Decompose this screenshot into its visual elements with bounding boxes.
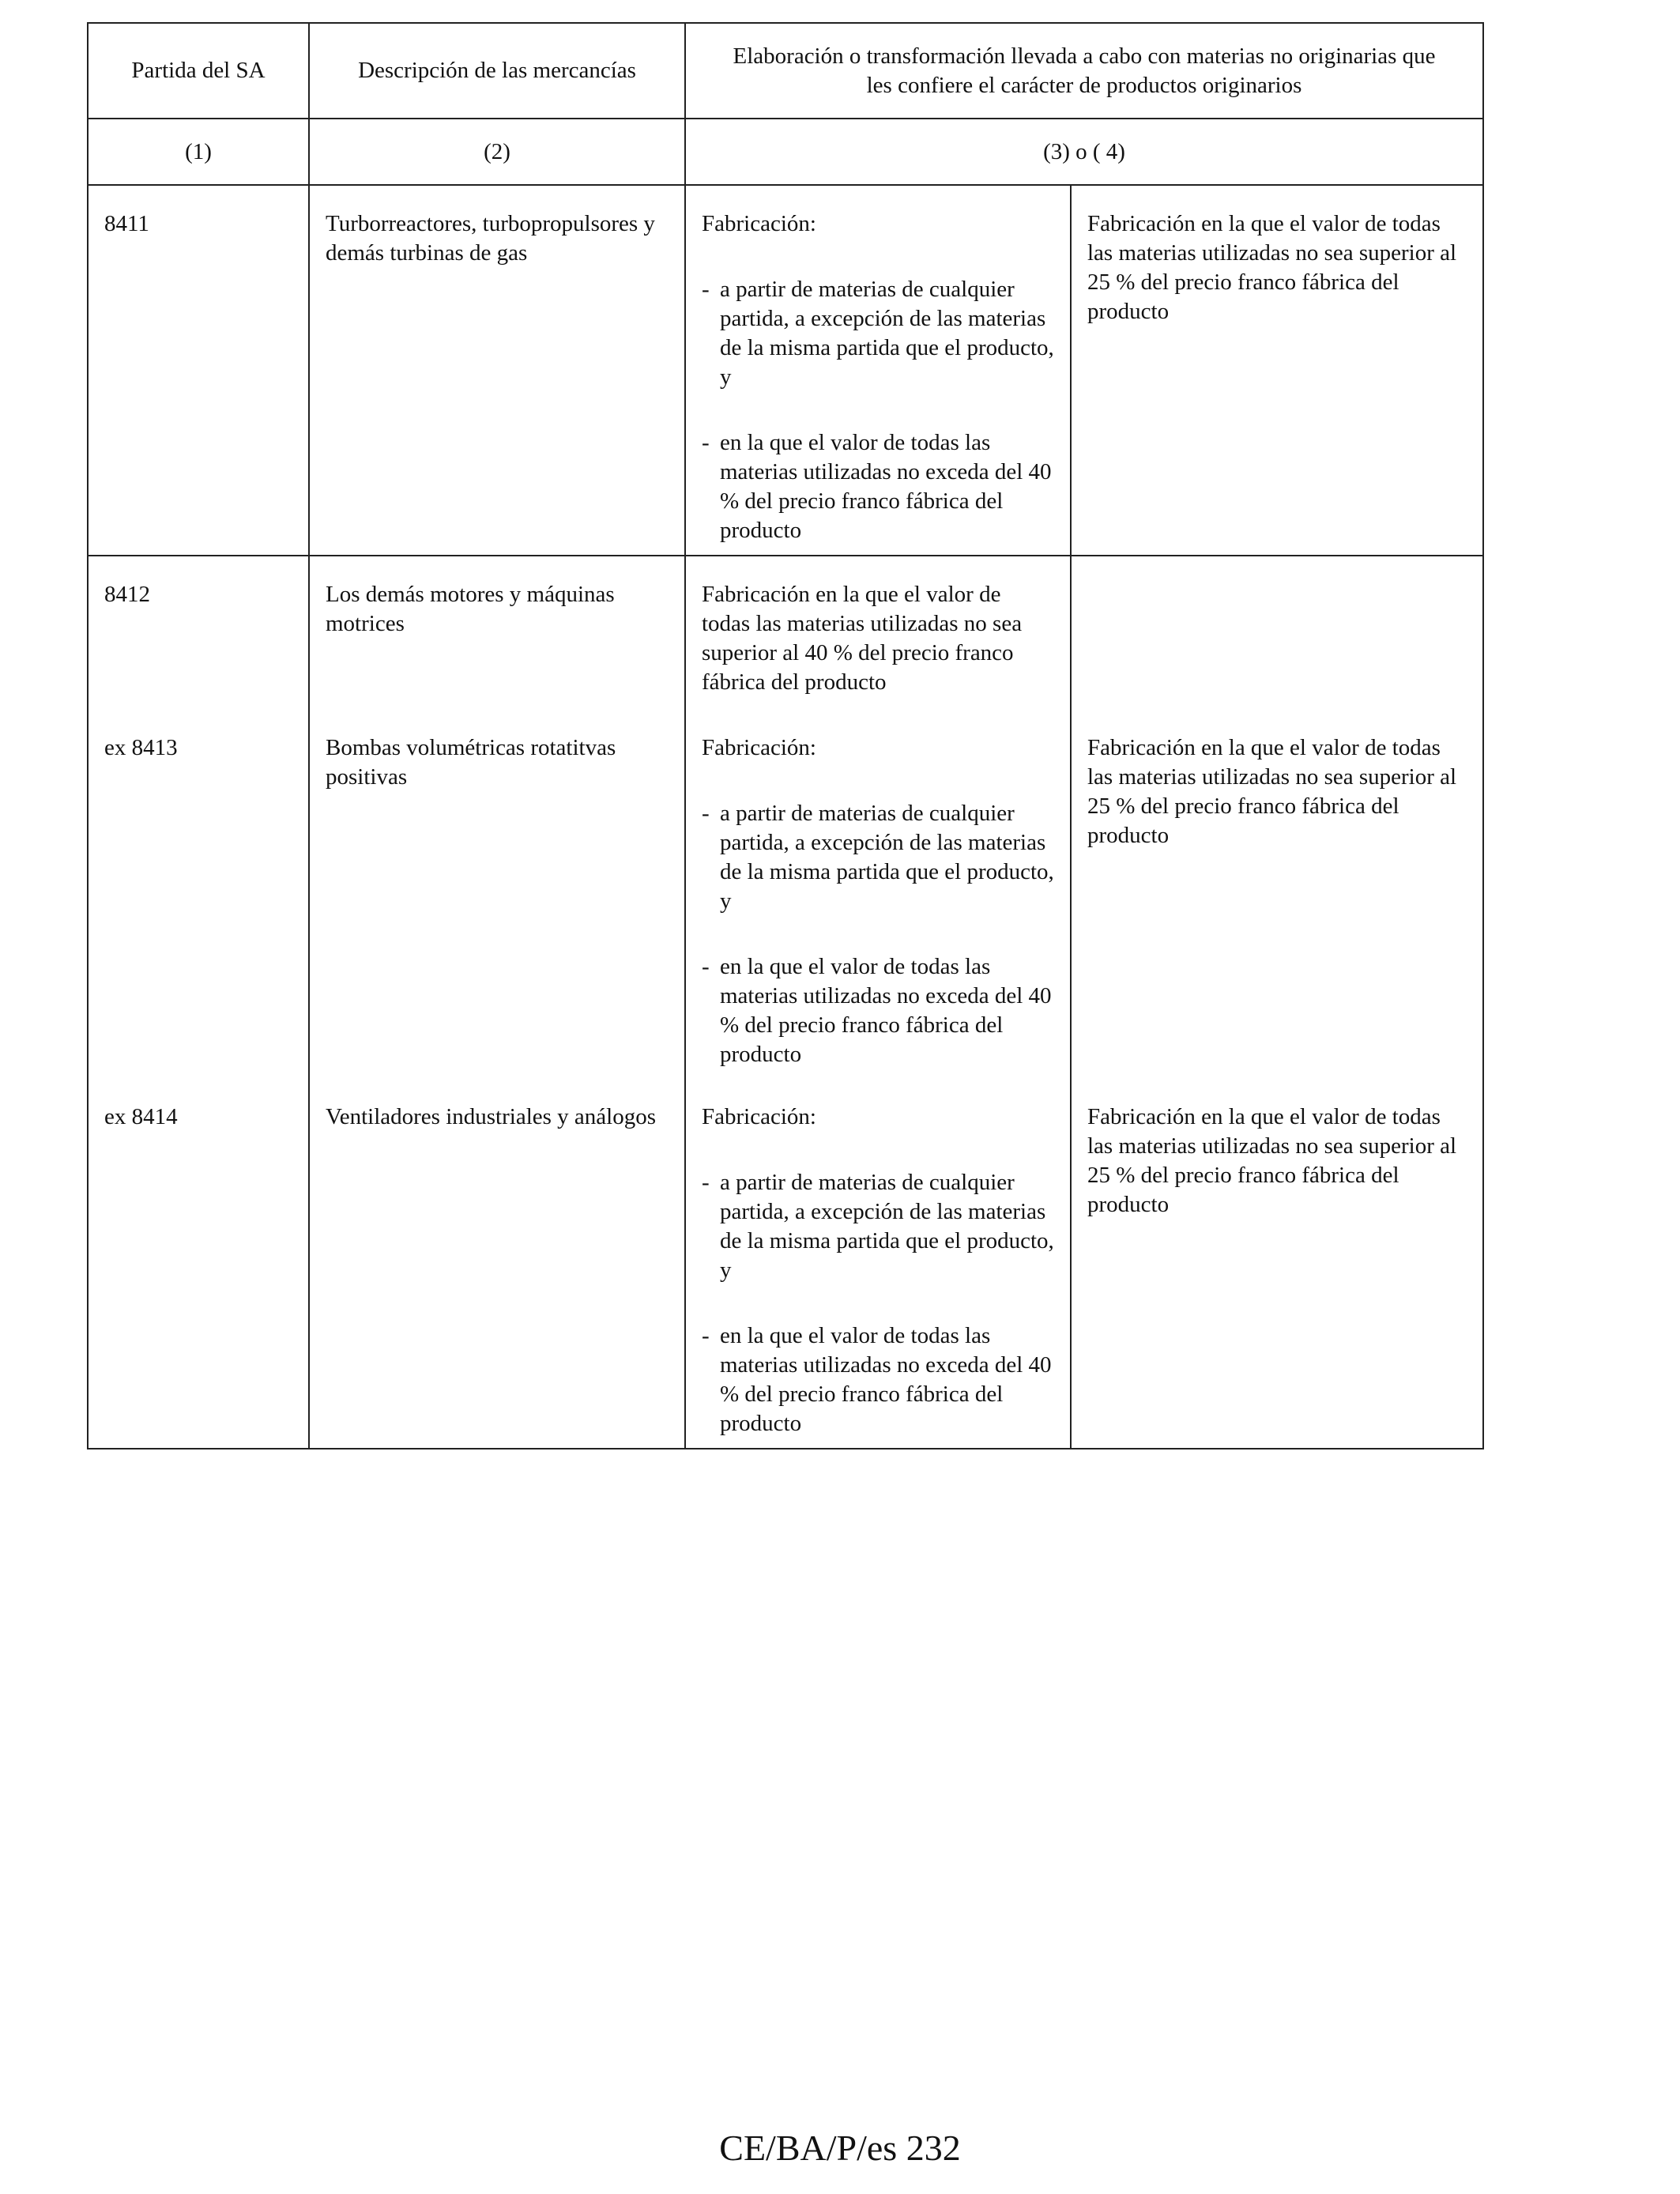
alternative-block	[1087, 733, 1467, 1066]
column-number-2: (2)	[309, 119, 685, 185]
header-partida: Partida del SA	[88, 23, 309, 119]
bullet-dash: -	[702, 1170, 710, 1195]
column-number-3-4: (3) o ( 4)	[685, 119, 1483, 185]
hs-code: ex 8414	[104, 1104, 178, 1129]
page-footer-reference: CE/BA/P/es 232	[719, 2128, 961, 2168]
alternative-rule-cell	[1071, 185, 1483, 556]
bullet-text: a partir de materias de cualquier partida, a excepción de las materias de la misma partida que el producto, y	[720, 801, 1054, 914]
hs-code-cell	[88, 556, 309, 1449]
description-block	[326, 1103, 669, 1132]
hs-code-block	[104, 1103, 292, 1132]
processing-bullet	[702, 428, 1054, 545]
processing-block	[702, 1103, 1054, 1438]
processing-intro: Fabricación en la que el valor de todas las materias utilizadas no sea superior al 40 % del precio franco fábrica del producto	[702, 582, 1023, 695]
bullet-text: en la que el valor de todas las materias utilizadas no exceda del 40 % del precio franco fábrica del producto	[720, 430, 1052, 543]
processing-bullet	[702, 1168, 1054, 1285]
rules-of-origin-table	[87, 22, 1484, 1449]
processing-block	[702, 580, 1054, 697]
processing-intro: Fabricación:	[702, 1104, 816, 1129]
alternative-rule: Fabricación en la que el valor de todas las materias utilizadas no sea superior al 25 % del precio franco fábrica del producto	[1087, 735, 1457, 848]
description-cell	[309, 185, 685, 556]
hs-code: ex 8413	[104, 735, 178, 760]
hs-code-cell	[88, 185, 309, 556]
bullet-dash: -	[702, 954, 710, 979]
alternative-block	[1087, 1103, 1467, 1220]
bullet-text: a partir de materias de cualquier partida, a excepción de las materias de la misma partida que el producto, y	[720, 1170, 1054, 1283]
processing-intro: Fabricación:	[702, 735, 816, 760]
header-descripcion: Descripción de las mercancías	[309, 23, 685, 119]
bullet-text: en la que el valor de todas las materias utilizadas no exceda del 40 % del precio franco fábrica del producto	[720, 954, 1052, 1067]
processing-rule-cell	[685, 185, 1071, 556]
bullet-dash: -	[702, 430, 710, 455]
hs-code: 8411	[104, 211, 149, 236]
goods-description: Bombas volumétricas rotatitvas positivas	[326, 735, 616, 790]
table-row	[88, 556, 1483, 1449]
table-row	[88, 185, 1483, 556]
description-cell	[309, 556, 685, 1449]
description-block	[326, 733, 669, 1066]
alternative-rule: Fabricación en la que el valor de todas las materias utilizadas no sea superior al 25 % del precio franco fábrica del producto	[1087, 211, 1457, 324]
column-number-1: (1)	[88, 119, 309, 185]
processing-block	[702, 733, 1054, 1066]
processing-bullet	[702, 1321, 1054, 1438]
processing-intro: Fabricación:	[702, 211, 816, 236]
processing-bullet	[702, 952, 1054, 1069]
goods-description: Los demás motores y máquinas motrices	[326, 582, 615, 636]
processing-bullet	[702, 799, 1054, 916]
hs-code: 8412	[104, 582, 150, 607]
numbering-row	[88, 119, 1483, 185]
bullet-dash: -	[702, 277, 710, 302]
bullet-text: a partir de materias de cualquier partida, a excepción de las materias de la misma partida que el producto, y	[720, 277, 1054, 390]
processing-bullet	[702, 275, 1054, 392]
header-row	[88, 23, 1483, 119]
goods-description: Turborreactores, turbopropulsores y demás turbinas de gas	[326, 211, 655, 266]
hs-code-block	[104, 733, 292, 1066]
alternative-rule-cell	[1071, 556, 1483, 1449]
description-block	[326, 580, 669, 697]
hs-code-block	[104, 580, 292, 697]
header-elaboracion: Elaboración o transformación llevada a cabo con materias no originarias que les confiere el carácter de productos originarios	[685, 23, 1483, 119]
bullet-text: en la que el valor de todas las materias utilizadas no exceda del 40 % del precio franco fábrica del producto	[720, 1323, 1052, 1436]
bullet-dash: -	[702, 1323, 710, 1348]
goods-description: Ventiladores industriales y análogos	[326, 1104, 656, 1129]
bullet-dash: -	[702, 801, 710, 826]
alternative-block	[1087, 580, 1467, 697]
alternative-rule: Fabricación en la que el valor de todas las materias utilizadas no sea superior al 25 % del precio franco fábrica del producto	[1087, 1104, 1457, 1217]
processing-rule-cell	[685, 556, 1071, 1449]
